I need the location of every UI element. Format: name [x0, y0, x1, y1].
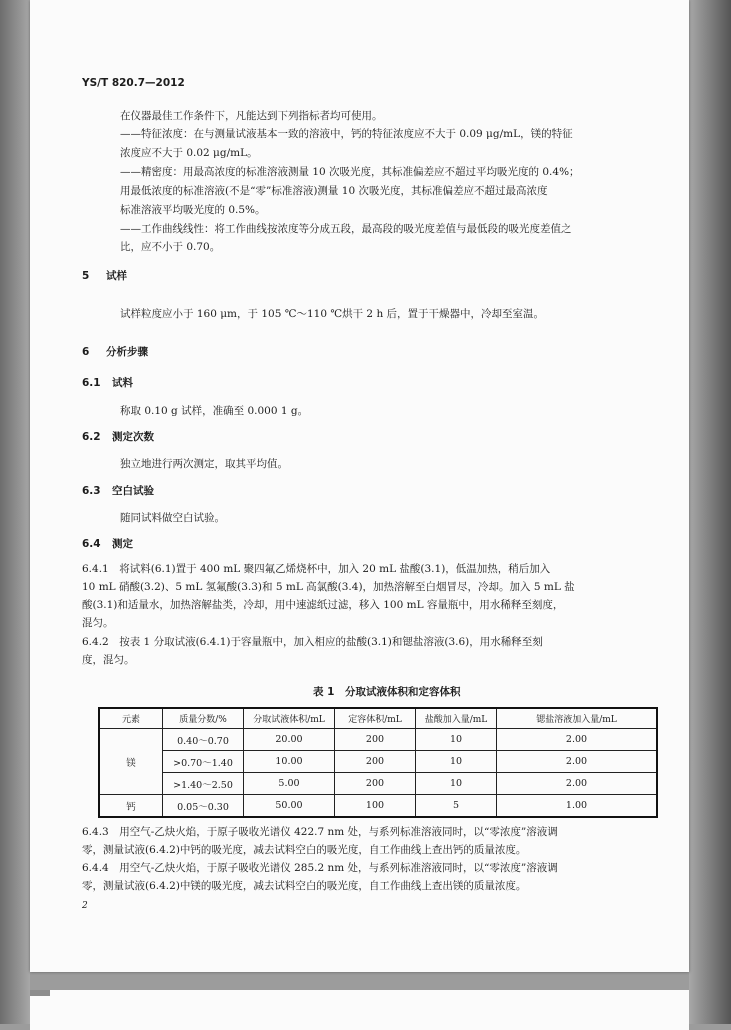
scan-smudge	[30, 990, 50, 996]
para-6-4-3-line-2: 零，测量试液(6.4.2)中钙的吸光度，减去试料空白的吸光度，自工作曲线上查出钙的质量浓度。	[82, 844, 527, 856]
para-6-4-1-line-1: 6.4.1 将试料(6.1)置于 400 mL 聚四氟乙烯烧杯中，加入 20 mL 盐酸(3.1)，低温加热，稍后加入	[82, 563, 551, 575]
cell: 20.00	[244, 729, 335, 751]
section-6-2-heading: 6.2 测定次数	[82, 431, 154, 443]
para-6-4-4-line-2: 零，测量试液(6.4.2)中镁的吸光度，减去试料空白的吸光度，自工作曲线上查出镁的质量浓度。	[82, 880, 527, 892]
cell: 10	[416, 729, 497, 751]
para-6-4-4-line-1: 6.4.4 用空气-乙炔火焰，于原子吸收光谱仪 285.2 nm 处，与系列标准溶液同时，以“零浓度”溶液调	[82, 862, 558, 874]
cell: 10.00	[244, 751, 335, 773]
cell: 200	[335, 729, 416, 751]
section-6-4-heading: 6.4 测定	[82, 538, 133, 550]
element-ca: 钙	[99, 795, 163, 818]
next-page-edge	[30, 990, 689, 1030]
criteria-3-line-1: ——工作曲线线性：将工作曲线按浓度等分成五段，最高段的吸光度差值与最低段的吸光度差值之	[120, 223, 572, 235]
table-row	[99, 729, 657, 751]
criteria-2-line-3: 标准溶液平均吸光度的 0.5%。	[120, 204, 266, 216]
cell: 200	[335, 751, 416, 773]
table-row	[99, 795, 657, 818]
header-element: 元素	[99, 708, 163, 729]
cell: 5.00	[244, 773, 335, 795]
intro-text: 在仪器最佳工作条件下，凡能达到下列指标者均可使用。	[120, 110, 383, 122]
table-row	[99, 773, 657, 795]
scan-background-right	[689, 0, 731, 1024]
cell: 10	[416, 751, 497, 773]
section-6-1-text: 称取 0.10 g 试样，准确至 0.000 1 g。	[120, 405, 309, 417]
cell: 2.00	[497, 751, 658, 773]
table-header-row	[99, 708, 657, 729]
table-title: 表 1 分取试液体积和定容体积	[313, 686, 461, 698]
section-6-3-heading: 6.3 空白试验	[82, 485, 154, 497]
standard-header: YS/T 820.7—2012	[82, 77, 185, 89]
volume-table	[98, 707, 658, 818]
para-6-4-3-line-1: 6.4.3 用空气-乙炔火焰，于原子吸收光谱仪 422.7 nm 处，与系列标准溶液同时，以“零浓度”溶液调	[82, 826, 558, 838]
scan-background-left	[0, 0, 30, 1024]
cell: 0.05～0.30	[163, 795, 244, 818]
criteria-1-line-1: ——特征浓度：在与测量试液基本一致的溶液中，钙的特征浓度应不大于 0.09 μg/mL，镁的特征	[120, 128, 573, 140]
cell: 50.00	[244, 795, 335, 818]
section-6-2-text: 独立地进行两次测定，取其平均值。	[120, 458, 288, 470]
cell: 5	[416, 795, 497, 818]
cell: 0.40～0.70	[163, 729, 244, 751]
header-mass-fraction: 质量分数/%	[163, 708, 244, 729]
criteria-1-line-2: 浓度应不大于 0.02 μg/mL。	[120, 147, 258, 159]
section-6-1-heading: 6.1 试料	[82, 377, 133, 389]
para-6-4-2-line-1: 6.4.2 按表 1 分取试液(6.4.1)于容量瓶中，加入相应的盐酸(3.1)和锶盐溶液(3.6)，用水稀释至刻	[82, 636, 543, 648]
para-6-4-2-line-2: 度，混匀。	[82, 654, 135, 666]
cell: 2.00	[497, 773, 658, 795]
section-5-text: 试样粒度应小于 160 μm，于 105 ℃～110 ℃烘干 2 h 后，置于干燥器中，冷却至室温。	[120, 308, 545, 320]
section-6-3-text: 随同试料做空白试验。	[120, 512, 225, 524]
header-aliquot-volume: 分取试液体积/mL	[244, 708, 335, 729]
header-hcl-amount: 盐酸加入量/mL	[416, 708, 497, 729]
section-6-heading: 6 分析步骤	[82, 346, 148, 358]
table-row	[99, 751, 657, 773]
para-6-4-1-line-4: 混匀。	[82, 617, 114, 629]
page-number: 2	[82, 901, 88, 911]
cell: >1.40～2.50	[163, 773, 244, 795]
document-page	[30, 0, 689, 972]
criteria-3-line-2: 比，应不小于 0.70。	[120, 241, 221, 253]
para-6-4-1-line-2: 10 mL 硝酸(3.2)、5 mL 氢氟酸(3.3)和 5 mL 高氯酸(3.4)，加热溶解至白烟冒尽，冷却。加入 5 mL 盐	[82, 581, 575, 593]
header-sr-amount: 锶盐溶液加入量/mL	[497, 708, 658, 729]
element-mg: 镁	[99, 729, 163, 795]
header-final-volume: 定容体积/mL	[335, 708, 416, 729]
cell: 10	[416, 773, 497, 795]
criteria-2-line-2: 用最低浓度的标准溶液(不是“零”标准溶液)测量 10 次吸光度，其标准偏差应不超过最高浓度	[120, 185, 548, 197]
cell: 200	[335, 773, 416, 795]
section-5-heading: 5 试样	[82, 270, 127, 282]
cell: 100	[335, 795, 416, 818]
cell: 2.00	[497, 729, 658, 751]
criteria-2-line-1: ——精密度：用最高浓度的标准溶液测量 10 次吸光度，其标准偏差应不超过平均吸光度的 0.4%；	[120, 166, 580, 178]
para-6-4-1-line-3: 酸(3.1)和适量水，加热溶解盐类，冷却，用中速滤纸过滤，移入 100 mL 容量瓶中，用水稀释至刻度，	[82, 599, 564, 611]
cell: 1.00	[497, 795, 658, 818]
cell: >0.70～1.40	[163, 751, 244, 773]
